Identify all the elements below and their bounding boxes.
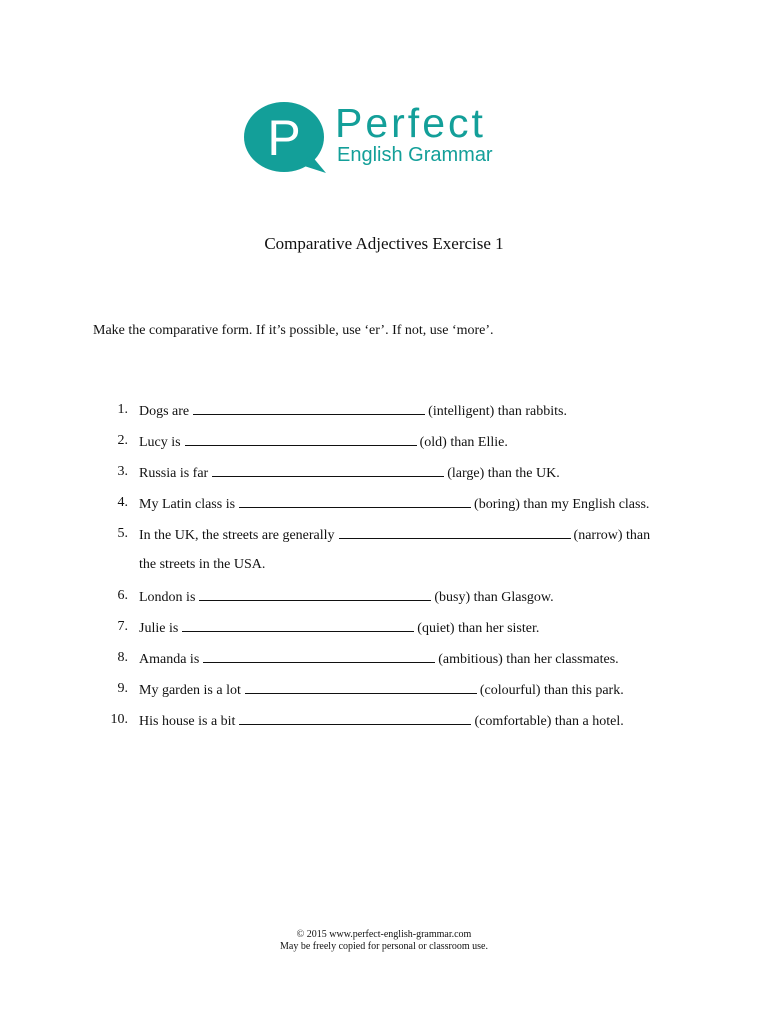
instructions: Make the comparative form. If it’s possible, use ‘er’. If not, use ‘more’. [93,323,494,338]
footer-copyright: © 2015 www.perfect-english-grammar.com [296,929,472,940]
logo-letter: P [267,110,301,166]
item-text-after: (boring) than my English class. [474,497,650,512]
item-text-before: In the UK, the streets are generally [139,528,335,543]
item-text-before: Russia is far [139,466,209,481]
item-text-after: (narrow) than [573,528,651,543]
answer-blank[interactable] [199,586,431,601]
answer-blank[interactable] [203,648,435,663]
item-number: 10. [110,712,128,727]
answer-blank[interactable] [182,617,414,632]
item-text-after: (intelligent) than rabbits. [428,404,567,419]
item-text-before: Lucy is [139,435,181,450]
item-text-before: My Latin class is [139,497,236,512]
item-text-after: (comfortable) than a hotel. [474,714,624,729]
answer-blank[interactable] [239,493,471,508]
speech-bubble-logo-icon [243,100,333,180]
item-text-after: (colourful) than this park. [479,683,624,698]
item-text-before: His house is a bit [139,714,236,729]
item-number: 7. [117,619,128,634]
item-text-before: Julie is [139,621,179,636]
answer-blank[interactable] [339,524,571,539]
item-text-after: (busy) than Glasgow. [434,590,554,605]
answer-blank[interactable] [245,679,477,694]
answer-blank[interactable] [212,462,444,477]
item-text-after: (old) than Ellie. [419,435,508,450]
item-number: 8. [117,650,128,665]
item-number: 9. [117,681,128,696]
logo-word-english-grammar: English Grammar [337,144,493,166]
answer-blank[interactable] [193,400,425,415]
footer [0,929,768,953]
item-number: 3. [117,464,128,479]
item-text-after: (large) than the UK. [447,466,560,481]
item-number: 4. [117,495,128,510]
item-number: 5. [117,526,128,541]
item-text-after: (ambitious) than her classmates. [438,652,619,667]
item-number: 1. [117,402,128,417]
footer-usage-note: May be freely copied for personal or classroom use. [280,941,488,952]
answer-blank[interactable] [185,431,417,446]
page-title: Comparative Adjectives Exercise 1 [264,234,504,253]
item-text-before: Dogs are [139,404,190,419]
logo [243,100,533,180]
logo-word-perfect: Perfect [335,100,486,146]
item-text-after: (quiet) than her sister. [417,621,540,636]
item-text-continuation: the streets in the USA. [139,557,266,572]
item-text-before: Amanda is [139,652,200,667]
item-text-before: My garden is a lot [139,683,241,698]
item-number: 2. [117,433,128,448]
item-text-before: London is [139,590,196,605]
answer-blank[interactable] [239,710,471,725]
item-number: 6. [117,588,128,603]
